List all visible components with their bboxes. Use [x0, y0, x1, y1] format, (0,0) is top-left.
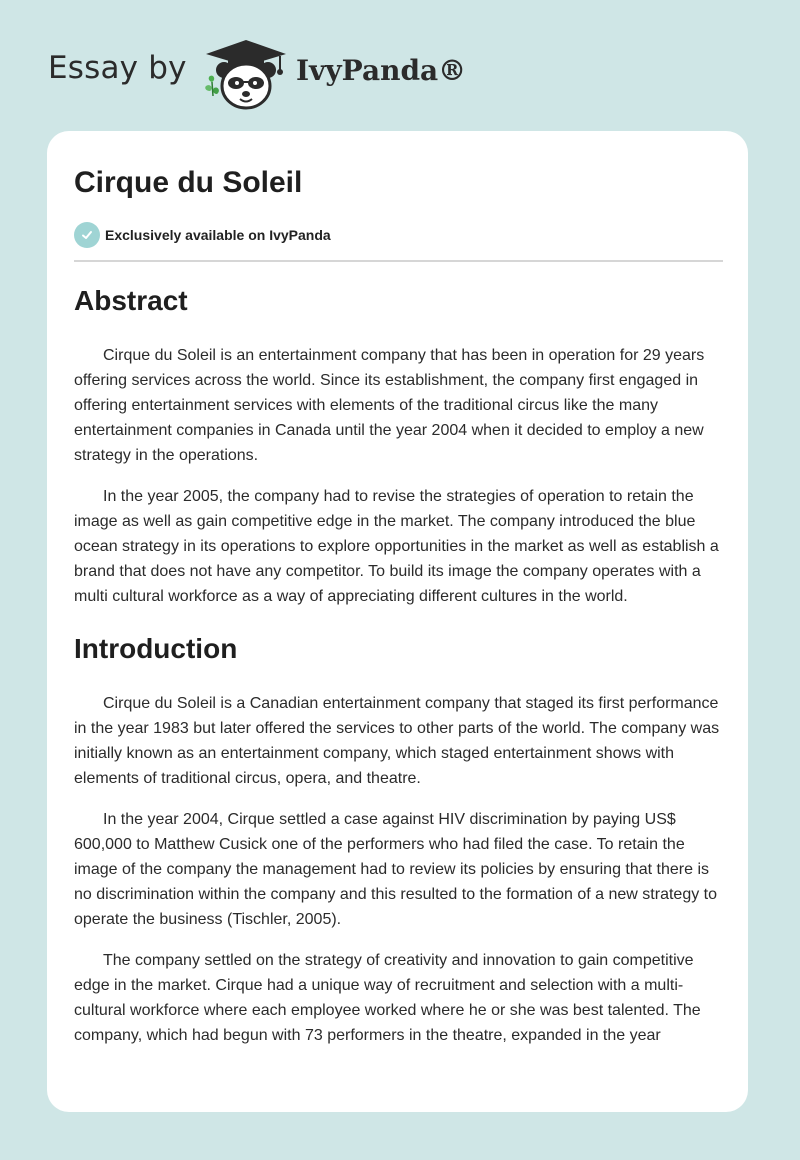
paragraph: In the year 2004, Cirque settled a case against HIV discrimination by paying US$ 600,000 to Matthew Cusick one of the performers who had filed the case. To retain the image of the company the management had to review its policies by ensuring that there is no discrimination within the company and this resulted to the formation of a new strategy to operate the business (Tischler, 2005).	[74, 811, 718, 928]
panda-graduation-cap-icon[interactable]	[200, 36, 292, 112]
section-heading: Introduction	[74, 633, 238, 664]
paragraph: The company settled on the strategy of creativity and innovation to gain competitive edge in the market. Cirque had a unique way of recruitment and selection with a multi-cultural workforce where each employee worked where he or she was best talented. The company, which had begun with 73 performers in the theatre, expanded in the year	[74, 952, 701, 1044]
title-divider	[74, 260, 723, 262]
essay-by-label: Essay by	[48, 50, 187, 86]
paragraph: Cirque du Soleil is a Canadian entertainment company that staged its first performance in the year 1983 but later offered the services to other parts of the world. The company was initially known as an entertainment company, which staged entertainment shows with elements of traditional circus, opera, and theatre.	[74, 695, 720, 787]
site-header	[0, 0, 800, 130]
exclusive-badge-text: Exclusively available on IvyPanda	[105, 227, 331, 243]
brand-name[interactable]: IvyPanda®	[296, 54, 467, 87]
section-abstract	[74, 281, 726, 609]
check-icon	[74, 222, 100, 248]
exclusive-badge	[74, 222, 331, 248]
section-heading: Abstract	[74, 285, 188, 316]
essay-card	[47, 131, 748, 1112]
paragraph: Cirque du Soleil is an entertainment company that has been in operation for 29 years offering services across the world. Since its establishment, the company first engaged in offering entertainment services with elements of the traditional circus like the many entertainment companies in Canada until the year 2004 when it decided to employ a new strategy in the operations.	[74, 347, 705, 464]
essay-body	[74, 281, 726, 1048]
section-introduction	[74, 629, 726, 1048]
page-title: Cirque du Soleil	[74, 166, 303, 199]
paragraph: In the year 2005, the company had to revise the strategies of operation to retain the image as well as gain competitive edge in the market. The company introduced the blue ocean strategy in its operations to explore opportunities in the market as well as establish a brand that does not have any competitor. To build its image the company operates with a multi cultural workforce as a way of appreciating different cultures in the world.	[74, 488, 719, 605]
